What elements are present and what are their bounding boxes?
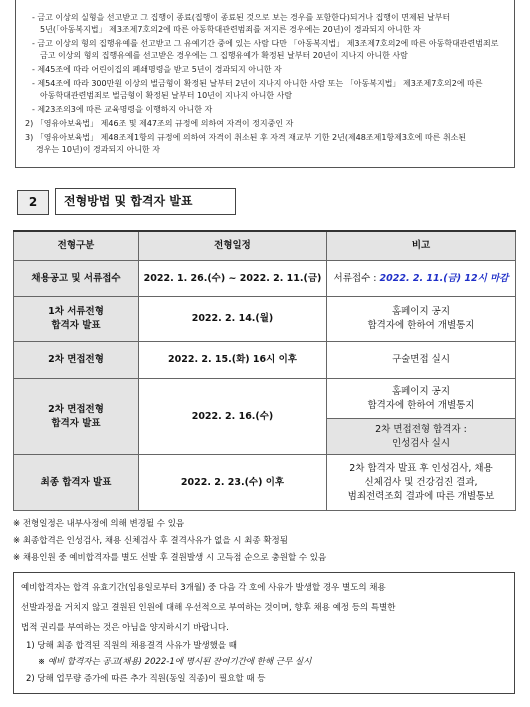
- schedule-table: [13, 230, 516, 511]
- note-line: 인성검사 실시: [391, 437, 451, 449]
- table-row: [14, 261, 516, 297]
- note-line: 합격자에 한하여 개별통지: [367, 320, 475, 331]
- disqualification-line: - 금고 이상의 형의 집행유예를 선고받고 그 유예기간 중에 있는 사람 다만 「아동복지법」 제3조제7호의2에 따른 아동학대관련범죄로: [32, 39, 499, 48]
- stage-cell: [14, 379, 139, 455]
- note-cell: 구술면접 실시: [327, 342, 516, 379]
- note-cell: [327, 379, 516, 419]
- note-cell: [327, 297, 516, 342]
- note-line: 신체검사 및 건강검진 결과,: [364, 476, 478, 488]
- note-line: 홈페이지 공지: [391, 306, 451, 317]
- disqualification-line: 아동학대관련범죄로 벌금형이 확정된 날부터 10년이 지나지 아니한 사람: [40, 91, 293, 100]
- footnote: ※ 채용인원 중 예비합격자를 별도 선발 후 결원발생 시 고득점 순으로 충원할 수 있음: [13, 553, 327, 563]
- deadline-highlight: 2022. 2. 11.(금) 12시 마감: [379, 272, 509, 284]
- reserve-line: 1) 당해 최종 합격된 직원의 채용결격 사유가 발생했을 때: [26, 641, 237, 651]
- note-line: 2차 합격자 발표 후 인성검사, 채용: [349, 462, 493, 474]
- note-sub-cell: [327, 419, 516, 455]
- column-header: 전형일정: [139, 231, 327, 261]
- note-text: 서류접수 :: [333, 272, 380, 284]
- stage-line: 1차 서류전형: [48, 306, 104, 317]
- disqualification-line: 금고 이상의 형의 집행유예를 선고받은 경우에는 그 집행유예가 확정된 날부터 20년이 지나지 아니한 사람: [40, 51, 408, 60]
- column-header: 전형구분: [14, 231, 139, 261]
- disqualification-line: 5년(「아동복지법」 제3조제7호의2에 따른 아동학대관련범죄를 저지른 경우에는 20년)이 경과되지 아니한 자: [40, 25, 421, 34]
- table-row: [14, 379, 516, 419]
- date-cell: 2022. 2. 16.(수): [139, 379, 327, 455]
- note-line: 범죄전력조회 결과에 따른 개별통보: [347, 490, 495, 502]
- date-cell: 2022. 2. 14.(월): [139, 297, 327, 342]
- reserve-line: 선발과정을 거치지 않고 결원된 인원에 대해 우선적으로 부여하는 것이며, 향후 채용 예정 등의 특별한: [21, 603, 396, 613]
- disqualification-line: - 제23조의3에 따른 교육명령을 이행하지 아니한 자: [32, 105, 213, 114]
- stage-line: 2차 면접전형: [48, 403, 104, 415]
- table-row: [14, 455, 516, 511]
- disqualification-line: - 제45조에 따라 어린이집의 폐쇄명령을 받고 5년이 경과되지 아니한 자: [32, 65, 282, 74]
- reserve-line: 예비합격자는 합격 유효기간(임용일로부터 3개월) 중 다음 각 호에 사유가 발생할 경우 별도의 채용: [21, 583, 386, 593]
- note-line: 홈페이지 공지: [391, 385, 451, 397]
- column-header: 비고: [327, 231, 516, 261]
- disqualification-line: - 금고 이상의 실형을 선고받고 그 집행이 종료(집행이 종료된 것으로 보는 경우를 포함한다)되거나 집행이 면제된 날부터: [32, 13, 451, 22]
- disqualification-line: 경우는 10년)이 경과되지 아니한 자: [36, 145, 160, 154]
- date-cell: 2022. 1. 26.(수) ~ 2022. 2. 11.(금): [139, 261, 327, 297]
- reserve-line: 법적 권리를 부여하는 것은 아님을 양지하시기 바랍니다.: [21, 623, 229, 633]
- footnote: ※ 최종합격은 인성검사, 채용 신체검사 후 결격사유가 없을 시 최종 확정됨: [13, 536, 288, 546]
- section-title: 전형방법 및 합격자 발표: [55, 188, 236, 215]
- note-line: 2차 면접전형 합격자 :: [375, 423, 467, 435]
- note-line: 합격자에 한하여 개별통지: [367, 399, 475, 411]
- table-header-row: [14, 231, 516, 261]
- date-cell: 2022. 2. 23.(수) 이후: [139, 455, 327, 511]
- section-number: 2: [17, 190, 49, 215]
- stage-line: 합격자 발표: [51, 320, 101, 331]
- disqualification-line: 3) 「영유아보육법」 제48조제1항의 규정에 의하여 자격이 취소된 후 자격 재교부 기한 2년(제48조제1항제3호에 따른 취소된: [25, 133, 467, 142]
- note-cell: [327, 455, 516, 511]
- table-row: [14, 297, 516, 342]
- note-cell: [327, 261, 516, 297]
- disqualification-line: 2) 「영유아보육법」 제46조 및 제47조의 규정에 의하여 자격이 정지중인 자: [25, 119, 294, 128]
- stage-cell: 최종 합격자 발표: [14, 455, 139, 511]
- disqualification-line: - 제54조에 따라 300만원 이상의 벌금형이 확정된 날부터 2년이 지나지 아니한 사람 또는 「아동복지법」 제3조제7호의2에 따른: [32, 79, 483, 88]
- stage-cell: [14, 297, 139, 342]
- table-row: [14, 342, 516, 379]
- date-cell: 2022. 2. 15.(화) 16시 이후: [139, 342, 327, 379]
- stage-cell: 2차 면접전형: [14, 342, 139, 379]
- footnote: ※ 전형일정은 내부사정에 의해 변경될 수 있음: [13, 519, 185, 529]
- reserve-line: ※ 예비 합격자는 공고(채용) 2022-1에 명시된 잔여기간에 한해 근무 실시: [38, 657, 312, 667]
- stage-cell: 채용공고 및 서류접수: [14, 261, 139, 297]
- stage-line: 합격자 발표: [51, 417, 101, 429]
- reserve-line: 2) 당해 업무량 증가에 따른 추가 직원(동일 직종)이 필요할 때 등: [26, 674, 266, 684]
